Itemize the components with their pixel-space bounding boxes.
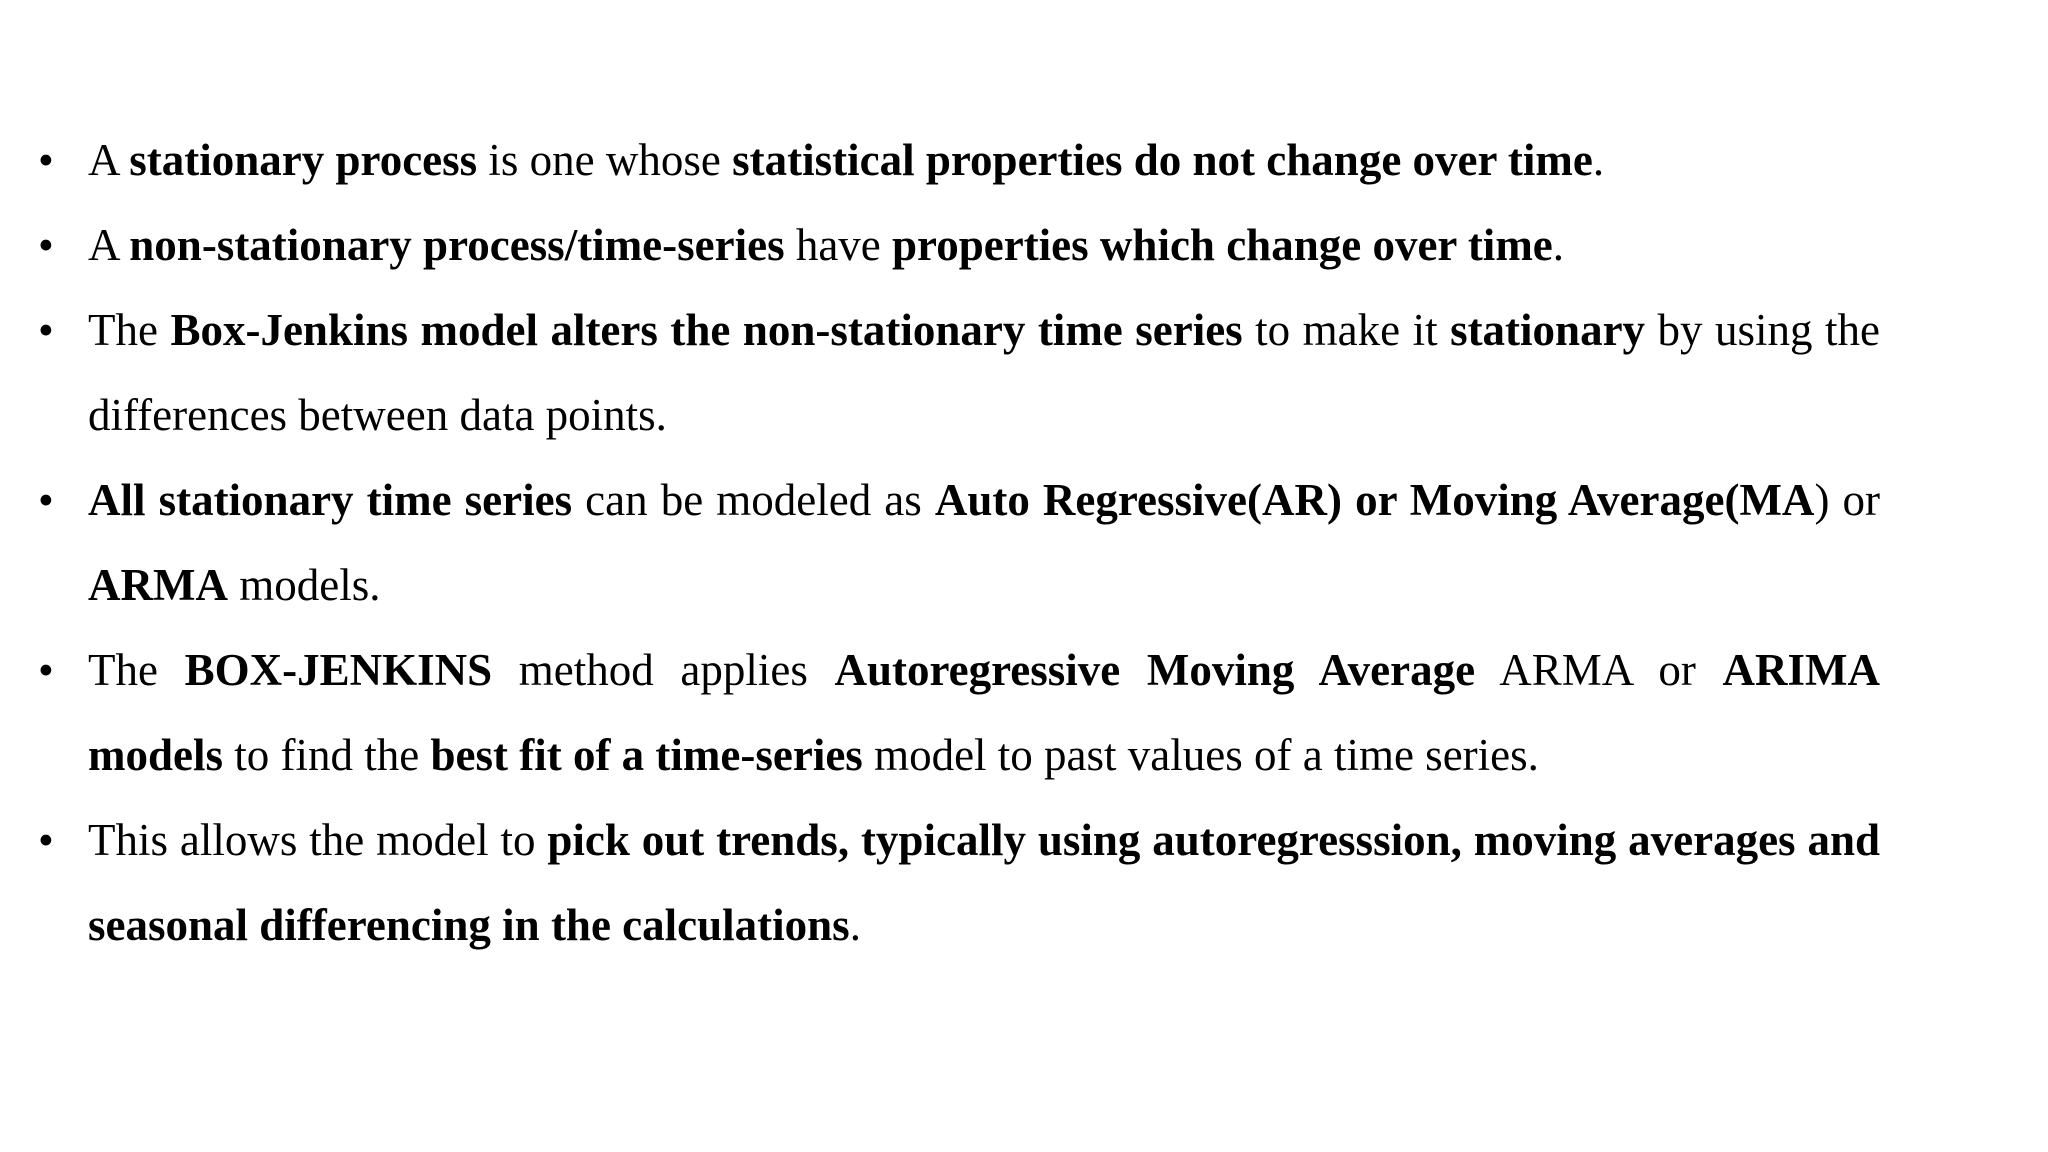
bullet-text-run: method applies	[492, 645, 835, 695]
bullet-bold-run: ARMA	[88, 560, 228, 610]
bullet-text	[88, 815, 1880, 950]
bullet-text-run: to make it	[1242, 305, 1451, 355]
bullet-item	[0, 458, 1920, 628]
bullet-text-run: models.	[227, 560, 381, 610]
bullet-dot-icon: •	[38, 305, 54, 355]
bullet-text	[88, 220, 1564, 270]
bullet-text-run: have	[784, 220, 893, 270]
bullet-text-run: .	[1552, 220, 1565, 270]
bullet-bold-run: All stationary time series	[88, 475, 573, 525]
bullet-bold-run: pick out trends, typically using autoregresssion, moving averages and seasonal differencing in the calculations	[88, 815, 1880, 950]
bullet-item	[0, 288, 1920, 458]
bullet-item	[0, 203, 1920, 288]
bullet-item	[0, 798, 1920, 968]
bullet-item	[0, 118, 1920, 203]
bullet-bold-run: best fit of a time-series	[430, 730, 863, 780]
bullet-bold-run: Auto Regressive(AR) or Moving Average(MA	[934, 475, 1815, 525]
bullet-text	[88, 645, 1880, 780]
bullet-dot-icon: •	[38, 135, 54, 185]
bullet-text-run: The	[88, 305, 171, 355]
bullet-bold-run: stationary process	[129, 135, 478, 185]
bullet-item	[0, 628, 1920, 798]
bullet-dot-icon: •	[38, 475, 54, 525]
bullet-dot-icon: •	[38, 220, 54, 270]
bullet-bold-run: properties which change over time	[892, 220, 1553, 270]
bullet-bold-run: ARIMA models	[88, 645, 1880, 780]
bullet-bold-run: statistical properties do not change over time	[732, 135, 1593, 185]
bullet-text-run: is one whose	[477, 135, 733, 185]
bullet-list	[0, 118, 2048, 968]
bullet-text-run: This allows the model to	[88, 815, 548, 865]
bullet-text-run: ) or	[1814, 475, 1880, 525]
bullet-bold-run: BOX-JENKINS	[184, 645, 493, 695]
bullet-bold-run: stationary	[1450, 305, 1646, 355]
bullet-text-run: can be modeled as	[572, 475, 935, 525]
bullet-dot-icon: •	[38, 645, 54, 695]
bullet-bold-run: Box-Jenkins model alters the non-stationary time series	[170, 305, 1243, 355]
bullet-text-run: .	[849, 900, 861, 950]
bullet-dot-icon: •	[38, 815, 54, 865]
bullet-text-run: A	[88, 135, 130, 185]
bullet-text-run: model to past values of a time series.	[862, 730, 1539, 780]
bullet-text-run: ARMA or	[1475, 645, 1723, 695]
bullet-bold-run: Autoregressive Moving Average	[834, 645, 1476, 695]
bullet-bold-run: non-stationary process/time-series	[129, 220, 785, 270]
bullet-text-run: A	[88, 220, 130, 270]
bullet-text-run: by using the differences between data points.	[88, 305, 1880, 440]
bullet-text	[88, 305, 1880, 440]
bullet-text	[88, 475, 1880, 610]
bullet-text-run: to find the	[223, 730, 431, 780]
bullet-text	[88, 135, 1604, 185]
bullet-text-run: .	[1592, 135, 1605, 185]
bullet-text-run: The	[88, 645, 185, 695]
